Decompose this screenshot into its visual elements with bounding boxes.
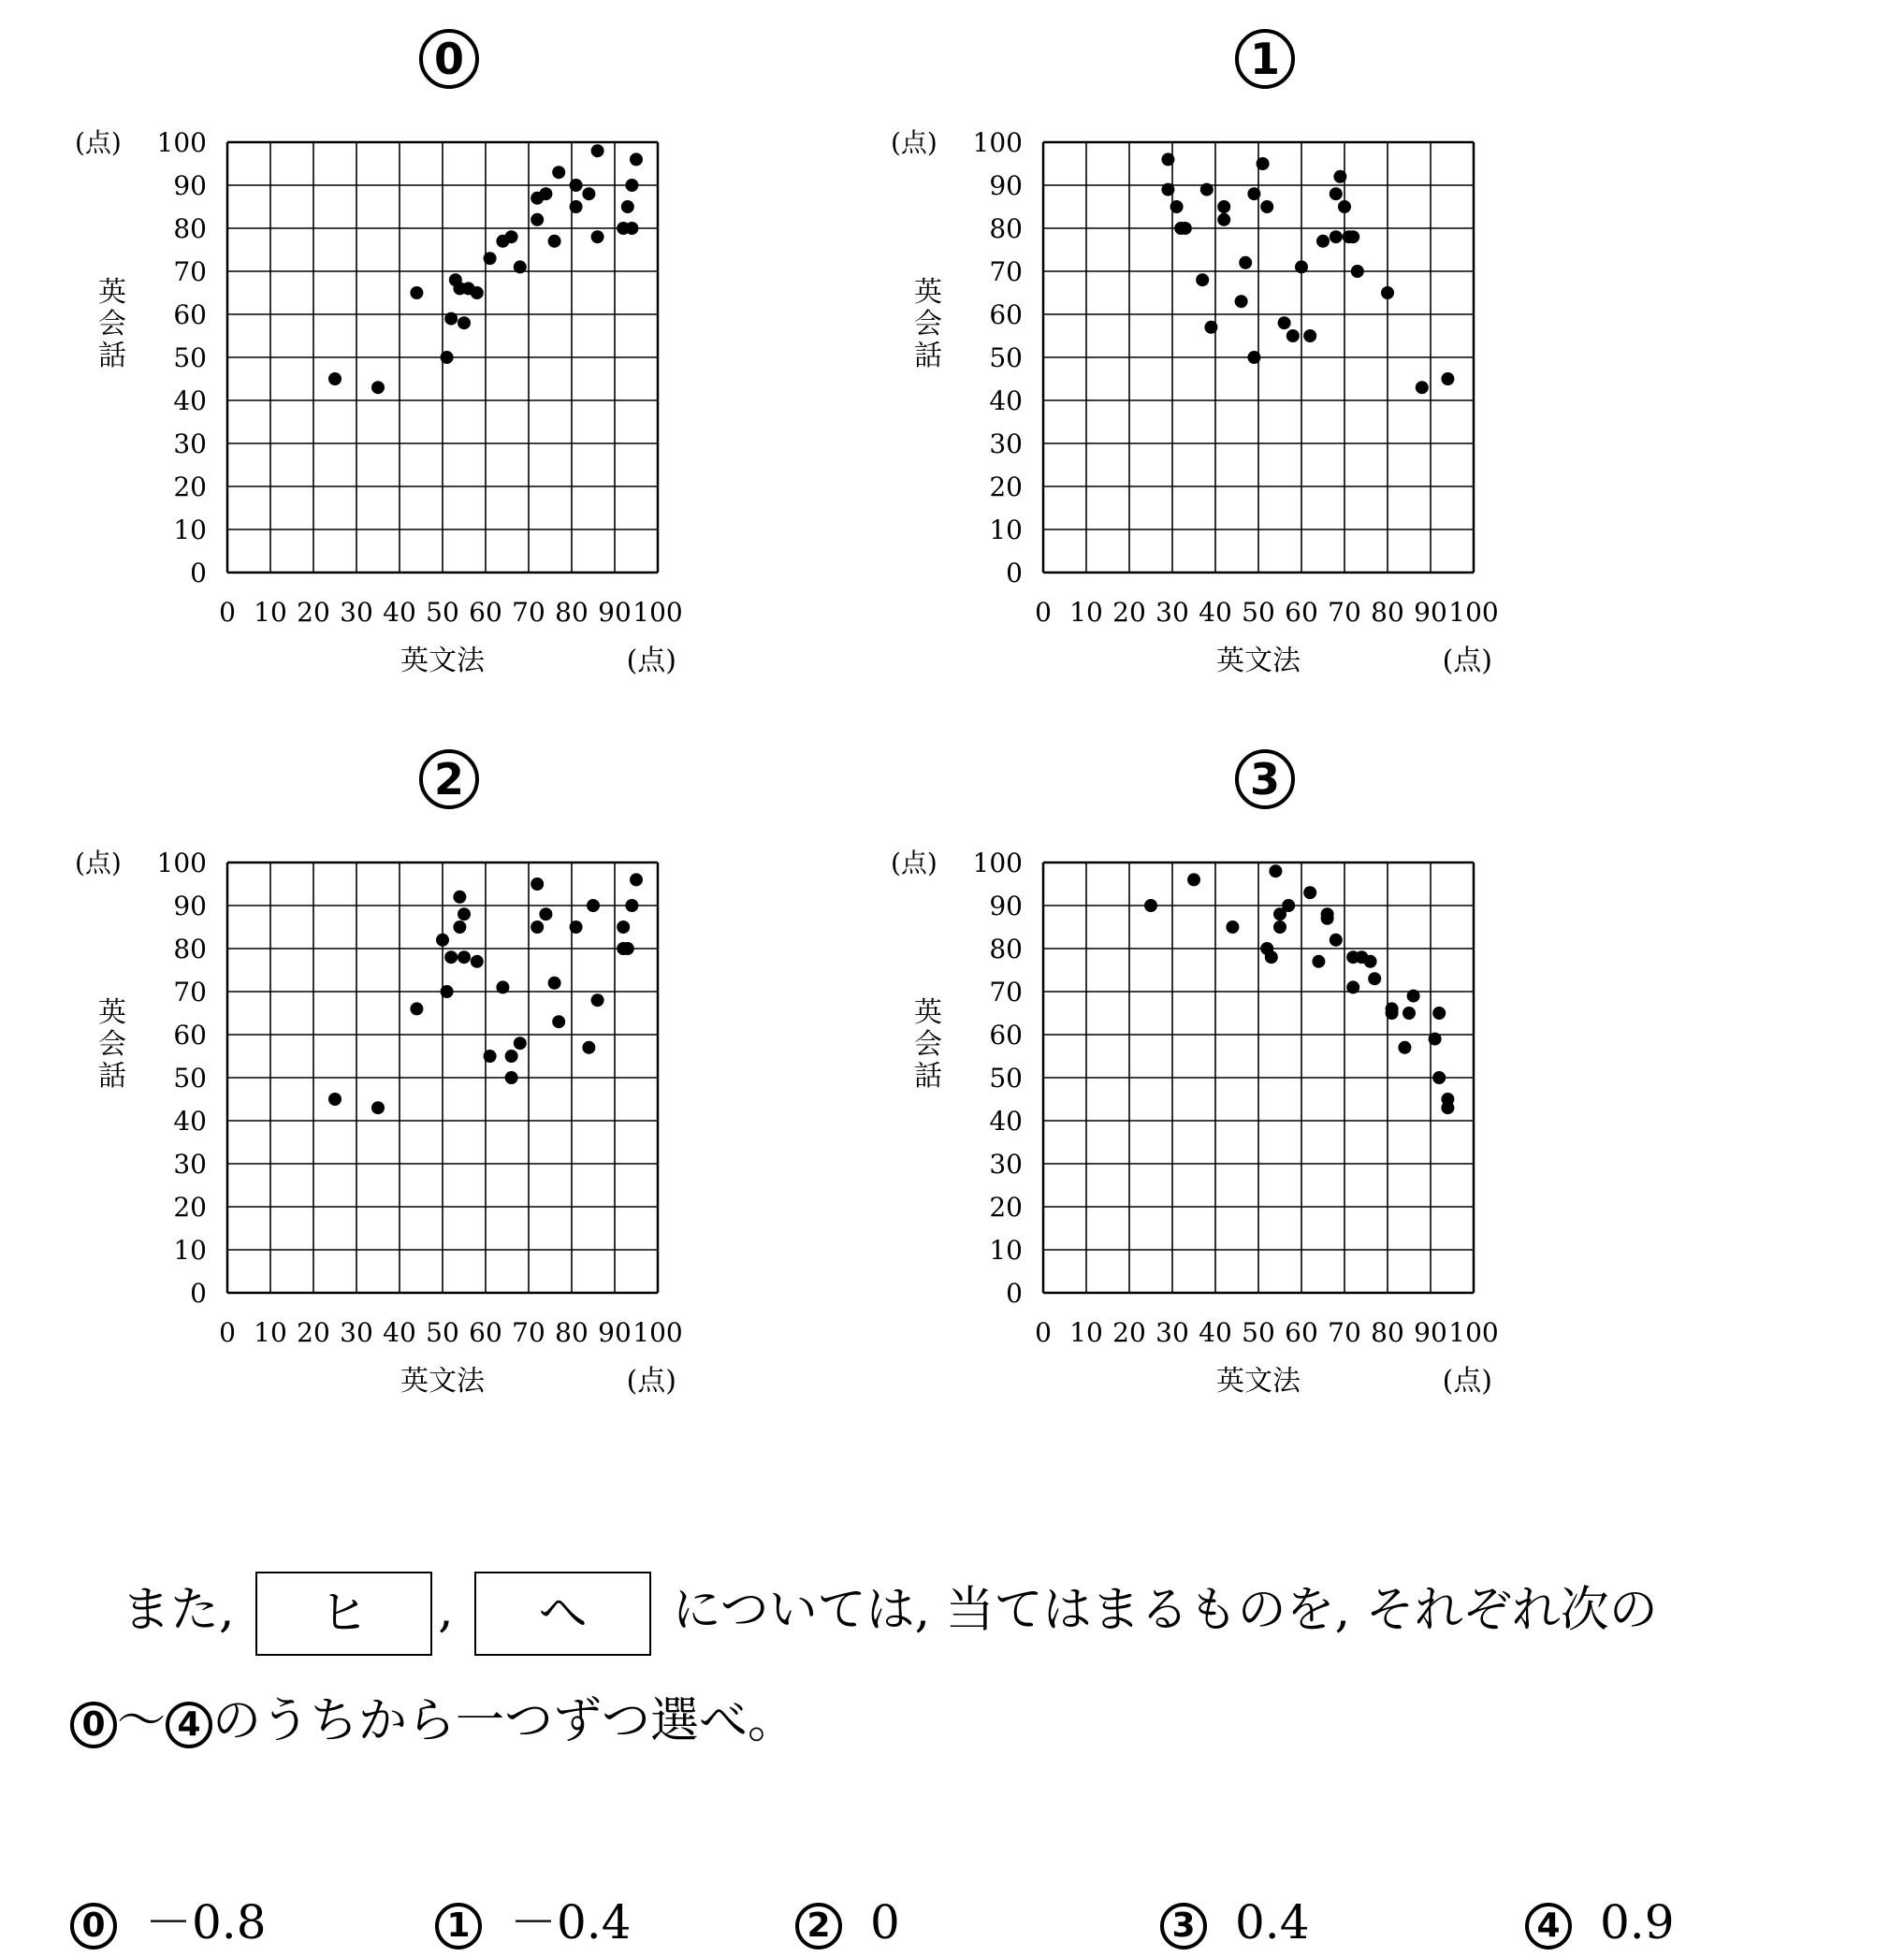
- option-value: 0: [870, 1895, 900, 1950]
- scatter-plot-2: [37, 739, 861, 1450]
- x-axis-label: 英文法: [400, 645, 485, 677]
- panel-label: 0: [419, 29, 479, 89]
- scatter-point: [570, 179, 583, 192]
- scatter-panel-2: [37, 739, 861, 1450]
- instruction-line-2: [70, 1684, 796, 1759]
- x-tick-label: 80: [1371, 1317, 1404, 1348]
- scatter-point: [591, 993, 604, 1007]
- y-tick-label: 30: [989, 428, 1023, 459]
- x-tick-label: 60: [1285, 1317, 1318, 1348]
- option-value: 0.4: [1235, 1895, 1310, 1950]
- x-tick-label: 80: [1371, 597, 1404, 628]
- scatter-point: [458, 950, 471, 964]
- scatter-point: [444, 950, 458, 964]
- x-tick-label: 10: [254, 597, 287, 628]
- y-tick-label: 10: [989, 515, 1023, 545]
- scatter-point: [1286, 329, 1300, 342]
- scatter-point: [514, 1036, 527, 1050]
- y-tick-label: 60: [173, 299, 207, 330]
- instruction-suffix: については, 当てはまるものを, それぞれ次の: [672, 1582, 1658, 1639]
- x-tick-label: 0: [1035, 597, 1052, 628]
- x-tick-label: 20: [1112, 1317, 1146, 1348]
- y-tick-label: 100: [972, 127, 1023, 158]
- y-tick-label: 100: [156, 848, 207, 878]
- scatter-point: [1235, 295, 1248, 308]
- scatter-point: [410, 1002, 423, 1015]
- scatter-point: [371, 1101, 385, 1114]
- option-mark: 1: [435, 1903, 482, 1950]
- scatter-point: [552, 1015, 565, 1028]
- scatter-point: [531, 213, 544, 226]
- scatter-point: [371, 381, 385, 394]
- scatter-point: [1217, 213, 1230, 226]
- x-tick-label: 50: [1242, 597, 1275, 628]
- scatter-point: [441, 351, 454, 364]
- scatter-point: [458, 907, 471, 921]
- instruction-prefix: また,: [122, 1582, 235, 1639]
- y-tick-label: 80: [173, 934, 207, 964]
- y-tick-label: 70: [989, 977, 1023, 1007]
- y-unit-label: (点): [75, 848, 122, 878]
- scatter-point: [1346, 980, 1359, 993]
- x-tick-label: 100: [1448, 1317, 1499, 1348]
- scatter-point: [1265, 950, 1278, 964]
- scatter-point: [625, 179, 638, 192]
- scatter-point: [436, 934, 449, 947]
- scatter-point: [1386, 1007, 1399, 1020]
- scatter-point: [625, 899, 638, 912]
- scatter-point: [484, 1050, 497, 1063]
- x-tick-label: 100: [632, 1317, 683, 1348]
- scatter-point: [591, 144, 604, 157]
- y-unit-label: (点): [891, 848, 937, 878]
- y-axis-label: [914, 276, 942, 372]
- x-tick-label: 80: [555, 1317, 589, 1348]
- x-tick-label: 20: [297, 597, 330, 628]
- y-axis-label-char: 話: [98, 340, 126, 372]
- scatter-point: [548, 235, 561, 248]
- scatter-point: [1247, 187, 1260, 200]
- x-tick-label: 20: [1112, 597, 1146, 628]
- y-tick-label: 50: [989, 1063, 1023, 1094]
- x-tick-label: 60: [469, 1317, 502, 1348]
- y-tick-label: 90: [989, 891, 1023, 921]
- scatter-point: [410, 286, 423, 299]
- option-0[interactable]: [70, 1890, 267, 1955]
- x-tick-label: 0: [1035, 1317, 1052, 1348]
- scatter-point: [1269, 864, 1282, 877]
- scatter-point: [1316, 235, 1330, 248]
- scatter-point: [1161, 152, 1174, 166]
- y-tick-label: 80: [989, 934, 1023, 964]
- x-tick-label: 0: [219, 597, 236, 628]
- x-axis-label: 英文法: [1216, 645, 1301, 677]
- y-tick-label: 70: [989, 256, 1023, 287]
- scatter-point: [582, 1041, 595, 1054]
- scatter-point: [1338, 200, 1351, 213]
- y-tick-label: 30: [173, 1149, 207, 1180]
- scatter-point: [1257, 157, 1270, 170]
- x-tick-label: 70: [512, 1317, 545, 1348]
- y-tick-label: 20: [173, 471, 207, 502]
- scatter-point: [441, 985, 454, 998]
- y-axis-label-char: 会: [98, 308, 126, 341]
- instruction-tilde: ～: [117, 1693, 167, 1749]
- x-tick-label: 60: [1285, 597, 1318, 628]
- y-tick-label: 70: [173, 977, 207, 1007]
- x-unit-label: (点): [1442, 645, 1492, 677]
- scatter-point: [587, 899, 600, 912]
- scatter-point: [630, 152, 643, 166]
- x-tick-label: 60: [469, 597, 502, 628]
- instruction-line2-rest: のうちから一つずつ選べ。: [212, 1693, 797, 1749]
- x-tick-label: 70: [1328, 1317, 1361, 1348]
- scatter-point: [531, 877, 544, 891]
- x-tick-label: 0: [219, 1317, 236, 1348]
- scatter-point: [471, 955, 484, 968]
- y-tick-label: 10: [989, 1235, 1023, 1266]
- x-unit-label: (点): [626, 1365, 676, 1398]
- scatter-point: [621, 942, 634, 955]
- scatter-point: [505, 230, 518, 243]
- y-axis-label-char: 話: [98, 1060, 126, 1093]
- scatter-point: [621, 200, 634, 213]
- y-tick-label: 40: [173, 1106, 207, 1137]
- scatter-point: [484, 252, 497, 265]
- answer-box-he: へ: [474, 1572, 651, 1656]
- y-tick-label: 60: [989, 1020, 1023, 1051]
- scatter-point: [453, 921, 466, 934]
- scatter-point: [630, 873, 643, 886]
- y-tick-label: 80: [173, 213, 207, 244]
- y-axis-label-char: 英: [98, 996, 126, 1029]
- option-3[interactable]: [1160, 1890, 1310, 1955]
- scatter-point: [1282, 899, 1295, 912]
- scatter-point: [539, 187, 552, 200]
- scatter-point: [1247, 351, 1260, 364]
- scatter-point: [1312, 955, 1325, 968]
- scatter-point: [1407, 990, 1420, 1003]
- y-tick-label: 50: [989, 342, 1023, 373]
- x-tick-label: 70: [512, 597, 545, 628]
- scatter-point: [1196, 273, 1209, 286]
- scatter-point: [582, 187, 595, 200]
- x-tick-label: 10: [1069, 1317, 1103, 1348]
- x-tick-label: 40: [383, 597, 416, 628]
- scatter-point: [1303, 329, 1316, 342]
- x-tick-label: 50: [426, 597, 459, 628]
- y-tick-label: 40: [173, 385, 207, 416]
- scatter-point: [1330, 934, 1343, 947]
- instruction-line-1: [122, 1572, 1658, 1656]
- x-tick-label: 80: [555, 597, 589, 628]
- y-tick-label: 30: [173, 428, 207, 459]
- scatter-point: [570, 921, 583, 934]
- scatter-point: [328, 1093, 342, 1106]
- y-tick-label: 60: [989, 299, 1023, 330]
- y-axis-label-char: 話: [914, 340, 942, 372]
- y-tick-label: 20: [989, 1192, 1023, 1223]
- scatter-point: [1416, 381, 1429, 394]
- x-tick-label: 90: [1414, 597, 1447, 628]
- scatter-point: [496, 980, 509, 993]
- x-tick-label: 30: [1155, 1317, 1189, 1348]
- y-tick-label: 30: [989, 1149, 1023, 1180]
- scatter-point: [458, 316, 471, 329]
- scatter-point: [1239, 256, 1252, 269]
- scatter-point: [1403, 1007, 1416, 1020]
- scatter-point: [1368, 972, 1381, 985]
- scatter-point: [1330, 187, 1343, 200]
- y-tick-label: 10: [173, 1235, 207, 1266]
- scatter-point: [444, 312, 458, 326]
- scatter-point: [1303, 886, 1316, 899]
- scatter-point: [548, 977, 561, 990]
- y-tick-label: 90: [173, 891, 207, 921]
- scatter-point: [1381, 286, 1394, 299]
- scatter-point: [531, 921, 544, 934]
- scatter-point: [1200, 183, 1214, 196]
- option-2[interactable]: [795, 1890, 900, 1955]
- y-axis-label-char: 英: [98, 276, 126, 309]
- scatter-point: [552, 166, 565, 179]
- choice-mark-from: 0: [70, 1702, 117, 1748]
- y-tick-label: 70: [173, 256, 207, 287]
- scatter-point: [1333, 170, 1346, 183]
- scatter-point: [1432, 1071, 1446, 1084]
- scatter-point: [1364, 955, 1377, 968]
- y-tick-label: 100: [972, 848, 1023, 878]
- y-axis-label-char: 英: [914, 996, 942, 1029]
- scatter-point: [1187, 873, 1200, 886]
- y-tick-label: 90: [989, 170, 1023, 201]
- scatter-point: [1278, 316, 1291, 329]
- y-tick-label: 100: [156, 127, 207, 158]
- scatter-point: [1273, 921, 1286, 934]
- y-tick-label: 40: [989, 1106, 1023, 1137]
- y-tick-label: 50: [173, 1063, 207, 1094]
- scatter-point: [1161, 183, 1174, 196]
- y-axis-label-char: 会: [914, 308, 942, 341]
- y-tick-label: 20: [989, 471, 1023, 502]
- y-axis-label: [98, 996, 126, 1093]
- y-tick-label: 0: [190, 1278, 207, 1309]
- panel-label: 3: [1235, 749, 1295, 809]
- scatter-point: [539, 907, 552, 921]
- scatter-point: [1295, 260, 1308, 273]
- y-tick-label: 40: [989, 385, 1023, 416]
- instruction-comma: ,: [438, 1582, 454, 1639]
- scatter-point: [328, 372, 342, 385]
- option-mark: 0: [70, 1903, 117, 1950]
- x-tick-label: 30: [340, 1317, 373, 1348]
- scatter-point: [1429, 1033, 1442, 1046]
- y-unit-label: (点): [891, 127, 937, 158]
- option-value: 0.9: [1600, 1895, 1675, 1950]
- scatter-point: [505, 1050, 518, 1063]
- y-tick-label: 10: [173, 515, 207, 545]
- scatter-point: [1441, 372, 1454, 385]
- scatter-point: [1321, 912, 1334, 925]
- option-mark: 2: [795, 1903, 842, 1950]
- y-unit-label: (点): [75, 127, 122, 158]
- x-tick-label: 20: [297, 1317, 330, 1348]
- option-4[interactable]: [1525, 1890, 1675, 1955]
- x-tick-label: 70: [1328, 597, 1361, 628]
- y-axis-label-char: 会: [914, 1028, 942, 1061]
- scatter-panel-0: [37, 19, 861, 730]
- y-tick-label: 20: [173, 1192, 207, 1223]
- option-value: －0.8: [145, 1895, 267, 1950]
- scatter-plot-1: [853, 19, 1677, 730]
- y-axis-label: [98, 276, 126, 372]
- x-unit-label: (点): [626, 645, 676, 677]
- scatter-point: [617, 921, 630, 934]
- option-value: －0.4: [510, 1895, 632, 1950]
- scatter-point: [505, 1071, 518, 1084]
- x-tick-label: 100: [632, 597, 683, 628]
- y-tick-label: 60: [173, 1020, 207, 1051]
- y-axis-label-char: 英: [914, 276, 942, 309]
- x-tick-label: 10: [1069, 597, 1103, 628]
- scatter-point: [453, 891, 466, 904]
- x-tick-label: 50: [1242, 1317, 1275, 1348]
- scatter-point: [1144, 899, 1157, 912]
- scatter-point: [570, 200, 583, 213]
- x-tick-label: 30: [1155, 597, 1189, 628]
- option-mark: 3: [1160, 1903, 1207, 1950]
- choice-mark-to: 4: [166, 1702, 212, 1748]
- y-axis-label-char: 会: [98, 1028, 126, 1061]
- x-tick-label: 10: [254, 1317, 287, 1348]
- scatter-point: [591, 230, 604, 243]
- x-tick-label: 90: [1414, 1317, 1447, 1348]
- answer-box-hi: ヒ: [255, 1572, 432, 1656]
- scatter-point: [471, 286, 484, 299]
- option-mark: 4: [1525, 1903, 1572, 1950]
- x-tick-label: 90: [598, 597, 632, 628]
- x-axis-label: 英文法: [1216, 1365, 1301, 1398]
- x-tick-label: 50: [426, 1317, 459, 1348]
- scatter-panel-1: [853, 19, 1677, 730]
- y-tick-label: 80: [989, 213, 1023, 244]
- panel-label: 2: [419, 749, 479, 809]
- scatter-point: [625, 222, 638, 235]
- y-tick-label: 0: [1006, 1278, 1023, 1309]
- y-tick-label: 0: [1006, 558, 1023, 588]
- scatter-point: [1432, 1007, 1446, 1020]
- panel-label: 1: [1235, 29, 1295, 89]
- y-axis-label-char: 話: [914, 1060, 942, 1093]
- scatter-point: [1179, 222, 1192, 235]
- y-axis-label: [914, 996, 942, 1093]
- x-tick-label: 40: [1199, 597, 1232, 628]
- scatter-point: [1398, 1041, 1411, 1054]
- scatter-point: [1260, 200, 1273, 213]
- x-axis-label: 英文法: [400, 1365, 485, 1398]
- x-tick-label: 90: [598, 1317, 632, 1348]
- scatter-point: [1351, 265, 1364, 278]
- y-tick-label: 0: [190, 558, 207, 588]
- x-tick-label: 30: [340, 597, 373, 628]
- scatter-plot-0: [37, 19, 861, 730]
- scatter-point: [1346, 230, 1359, 243]
- x-tick-label: 40: [1199, 1317, 1232, 1348]
- scatter-point: [1330, 230, 1343, 243]
- scatter-point: [1226, 921, 1239, 934]
- scatter-point: [514, 260, 527, 273]
- scatter-point: [1170, 200, 1184, 213]
- x-tick-label: 40: [383, 1317, 416, 1348]
- option-1[interactable]: [435, 1890, 632, 1955]
- y-tick-label: 50: [173, 342, 207, 373]
- scatter-plot-3: [853, 739, 1677, 1450]
- scatter-point: [1217, 200, 1230, 213]
- x-unit-label: (点): [1442, 1365, 1492, 1398]
- scatter-point: [1441, 1101, 1454, 1114]
- scatter-panel-3: [853, 739, 1677, 1450]
- x-tick-label: 100: [1448, 597, 1499, 628]
- y-tick-label: 90: [173, 170, 207, 201]
- scatter-point: [1204, 321, 1217, 334]
